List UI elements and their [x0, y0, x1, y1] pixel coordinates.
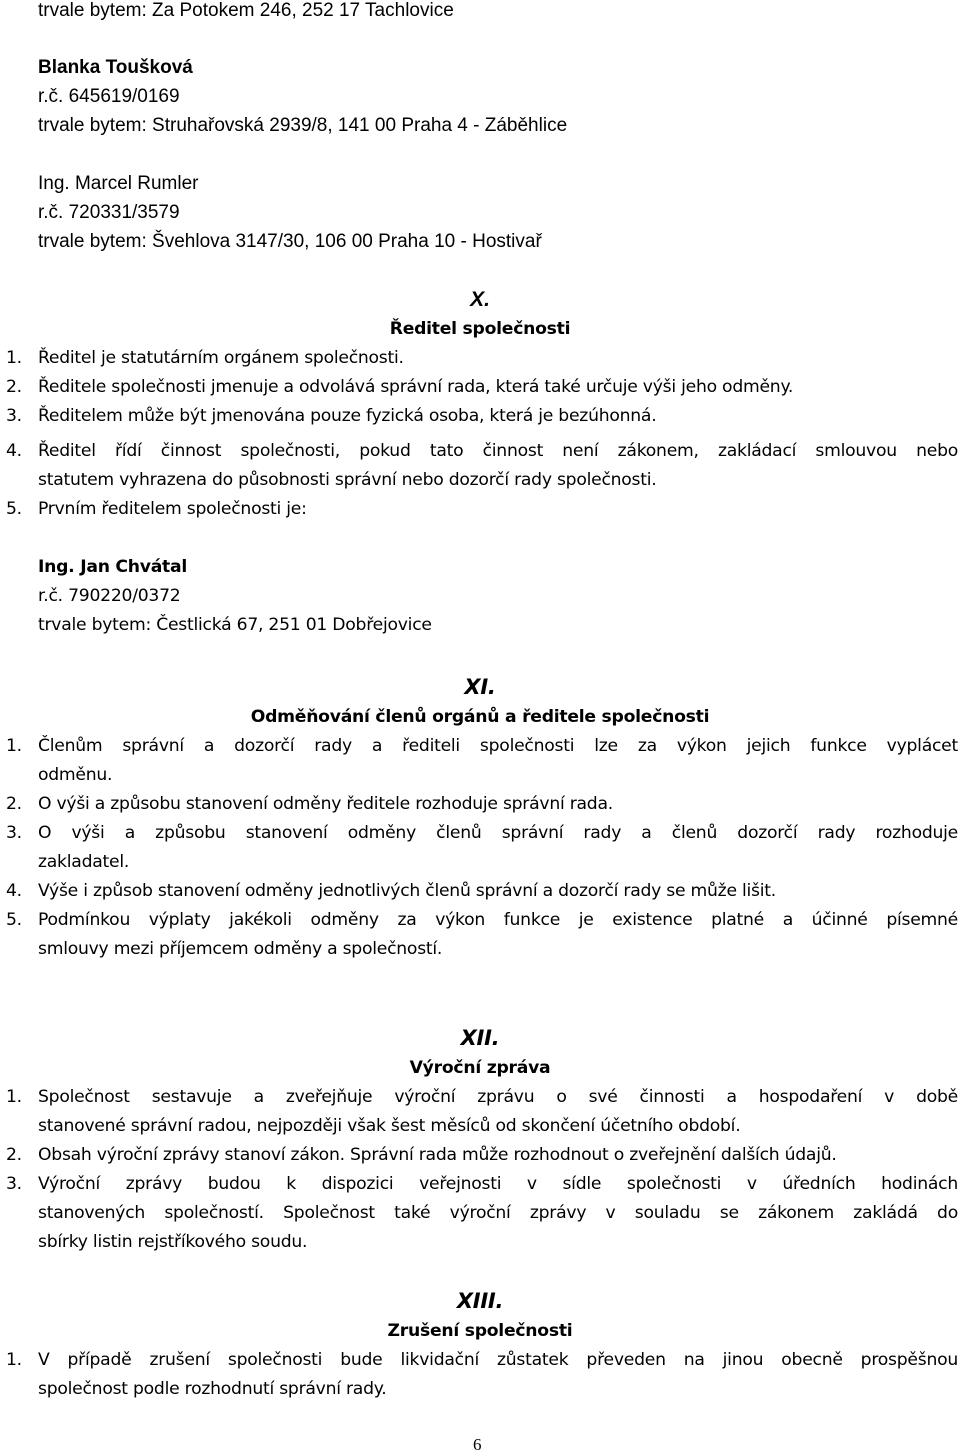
- founder-address: trvale bytem: Za Potokem 246, 252 17 Tachlovice: [38, 0, 454, 21]
- item-text-continued: smlouvy mezi příjemcem odměny a společností.: [38, 939, 443, 959]
- item-text-continued: stanovené správní radou, nejpozději však šest měsíců od skončení účetního období.: [38, 1116, 741, 1136]
- founder-address: trvale bytem: Struhařovská 2939/8, 141 00 Praha 4 - Záběhlice: [38, 115, 568, 136]
- item-number: 4.: [6, 881, 22, 901]
- item-number: 4.: [6, 441, 22, 461]
- item-number: 3.: [6, 1174, 22, 1194]
- item-text-continued: sbírky listin rejstříkového soudu.: [38, 1232, 308, 1252]
- item-text: Výše i způsob stanovení odměny jednotlivých členů správní a dozorčí rady se může lišit.: [38, 881, 776, 901]
- item-text: O výši a způsobu stanovení odměny členů správní rady a členů dozorčí rady rozhoduje: [38, 823, 958, 843]
- section-title: Výroční zpráva: [409, 1058, 551, 1078]
- section-number: XI.: [464, 675, 496, 699]
- item-number: 2.: [6, 1145, 22, 1165]
- item-number: 2.: [6, 377, 22, 397]
- director-rc: r.č. 790220/0372: [38, 586, 181, 606]
- item-text: O výši a způsobu stanovení odměny ředitele rozhoduje správní rada.: [38, 794, 613, 814]
- founder-name: Blanka Toušková: [38, 57, 193, 78]
- founder-name: Ing. Marcel Rumler: [38, 173, 199, 194]
- item-text-continued: stanovených společností. Společnost také výroční zprávy v souladu se zákonem zakládá do: [38, 1203, 958, 1223]
- item-text: Výroční zprávy budou k dispozici veřejnosti v sídle společnosti v úředních hodinách: [38, 1174, 958, 1194]
- founder-address: trvale bytem: Švehlova 3147/30, 106 00 Praha 10 - Hostivař: [38, 231, 542, 252]
- item-text-continued: společnost podle rozhodnutí správní rady.: [38, 1379, 387, 1399]
- founder-rc: r.č. 720331/3579: [38, 202, 180, 223]
- item-text: Členům správní a dozorčí rady a řediteli společnosti lze za výkon jejich funkce vyplácet: [38, 736, 958, 756]
- item-text-continued: odměnu.: [38, 765, 113, 785]
- item-number: 3.: [6, 823, 22, 843]
- director-name: Ing. Jan Chvátal: [38, 557, 188, 577]
- item-text: Ředitelem může být jmenována pouze fyzická osoba, která je bezúhonná.: [38, 406, 657, 426]
- item-number: 1.: [6, 1087, 22, 1107]
- section-number: XII.: [460, 1026, 500, 1050]
- item-text: Ředitel je statutárním orgánem společnosti.: [38, 348, 404, 368]
- item-text-continued: statutem vyhrazena do působnosti správní nebo dozorčí rady společnosti.: [38, 470, 657, 490]
- section-title: Ředitel společnosti: [389, 319, 571, 339]
- director-address: trvale bytem: Čestlická 67, 251 01 Dobřejovice: [38, 615, 432, 635]
- item-text: Ředitele společnosti jmenuje a odvolává správní rada, která také určuje výši jeho odměny.: [38, 377, 794, 397]
- item-text-continued: zakladatel.: [38, 852, 130, 872]
- item-number: 1.: [6, 1350, 22, 1370]
- item-number: 3.: [6, 406, 22, 426]
- item-text: Prvním ředitelem společnosti je:: [38, 499, 307, 519]
- section-title: Zrušení společnosti: [387, 1321, 573, 1341]
- item-text: Společnost sestavuje a zveřejňuje výroční zprávu o své činnosti a hospodaření v době: [38, 1087, 958, 1107]
- founder-rc: r.č. 645619/0169: [38, 86, 180, 107]
- item-text: Ředitel řídí činnost společnosti, pokud tato činnost není zákonem, zakládací smlouvou nebo: [38, 441, 958, 461]
- page-number: 6: [473, 1435, 482, 1454]
- section-number: X.: [470, 288, 490, 311]
- item-number: 1.: [6, 348, 22, 368]
- item-number: 2.: [6, 794, 22, 814]
- item-text: V případě zrušení společnosti bude likvidační zůstatek převeden na jinou obecně prospěšnou: [38, 1350, 958, 1370]
- item-text: Obsah výroční zprávy stanoví zákon. Správní rada může rozhodnout o zveřejnění dalších údajů.: [38, 1145, 837, 1165]
- section-title: Odměňování členů orgánů a ředitele společnosti: [250, 707, 710, 727]
- item-number: 5.: [6, 910, 22, 930]
- item-text: Podmínkou výplaty jakékoli odměny za výkon funkce je existence platné a účinné písemné: [38, 910, 958, 930]
- item-number: 5.: [6, 499, 22, 519]
- item-number: 1.: [6, 736, 22, 756]
- section-number: XIII.: [456, 1289, 504, 1313]
